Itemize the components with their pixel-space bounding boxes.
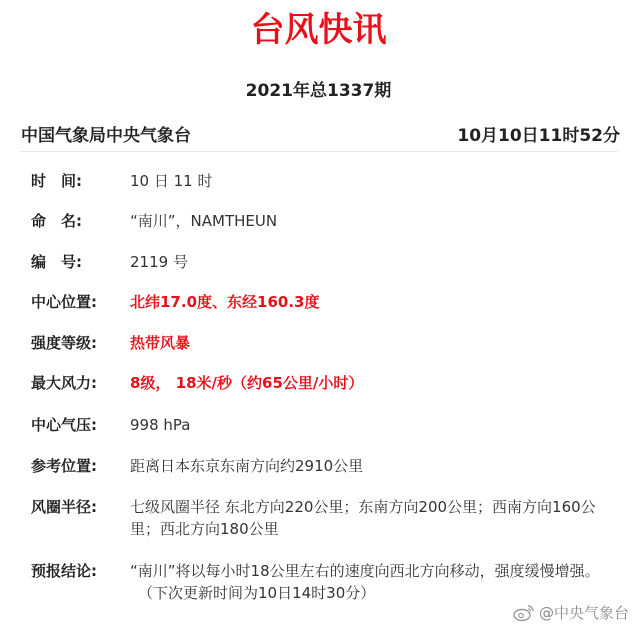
row-label: 参考位置: bbox=[31, 457, 97, 475]
row-value: 998 hPa bbox=[130, 416, 191, 434]
row-value: 距离日本东京东南方向约2910公里 bbox=[130, 457, 364, 475]
row-label: 强度等级: bbox=[31, 334, 97, 352]
agency-name: 中国气象局中央气象台 bbox=[21, 126, 191, 146]
page-title: 台风快讯 bbox=[250, 10, 387, 50]
row-value: 2119 号 bbox=[130, 253, 188, 271]
row-label: 命 名: bbox=[31, 212, 82, 230]
row-value: 北纬17.0度、东经160.3度 bbox=[130, 293, 320, 311]
row-label: 最大风力: bbox=[31, 374, 97, 392]
row-label: 风圈半径: bbox=[31, 498, 97, 516]
row-value: 热带风暴 bbox=[130, 334, 191, 352]
header-divider bbox=[20, 151, 617, 152]
next-update-note: （下次更新时间为10日14时30分） bbox=[138, 584, 376, 602]
row-label: 编 号: bbox=[31, 253, 82, 271]
row-label: 预报结论: bbox=[31, 562, 97, 580]
issue-number: 2021年总1337期 bbox=[245, 81, 392, 101]
row-value: 8级， 18米/秒（约65公里/小时） bbox=[130, 374, 364, 392]
publish-datetime: 10月10日11时52分 bbox=[457, 126, 620, 146]
row-label: 中心位置: bbox=[31, 293, 97, 311]
watermark bbox=[513, 603, 629, 623]
row-value: 10 日 11 时 bbox=[130, 172, 213, 190]
weibo-icon bbox=[513, 604, 535, 622]
row-value: 七级风圈半径 东北方向220公里；东南方向200公里；西南方向160公里；西北方向180公里 bbox=[130, 498, 596, 538]
row-label: 中心气压: bbox=[31, 416, 97, 434]
watermark-text: @中央气象台 bbox=[538, 604, 629, 622]
row-value: “南川”，NAMTHEUN bbox=[130, 212, 278, 230]
forecast-text: “南川”将以每小时18公里左右的速度向西北方向移动，强度缓慢增强。 bbox=[130, 562, 600, 580]
row-label: 时 间: bbox=[31, 172, 82, 190]
row-value bbox=[130, 560, 608, 604]
